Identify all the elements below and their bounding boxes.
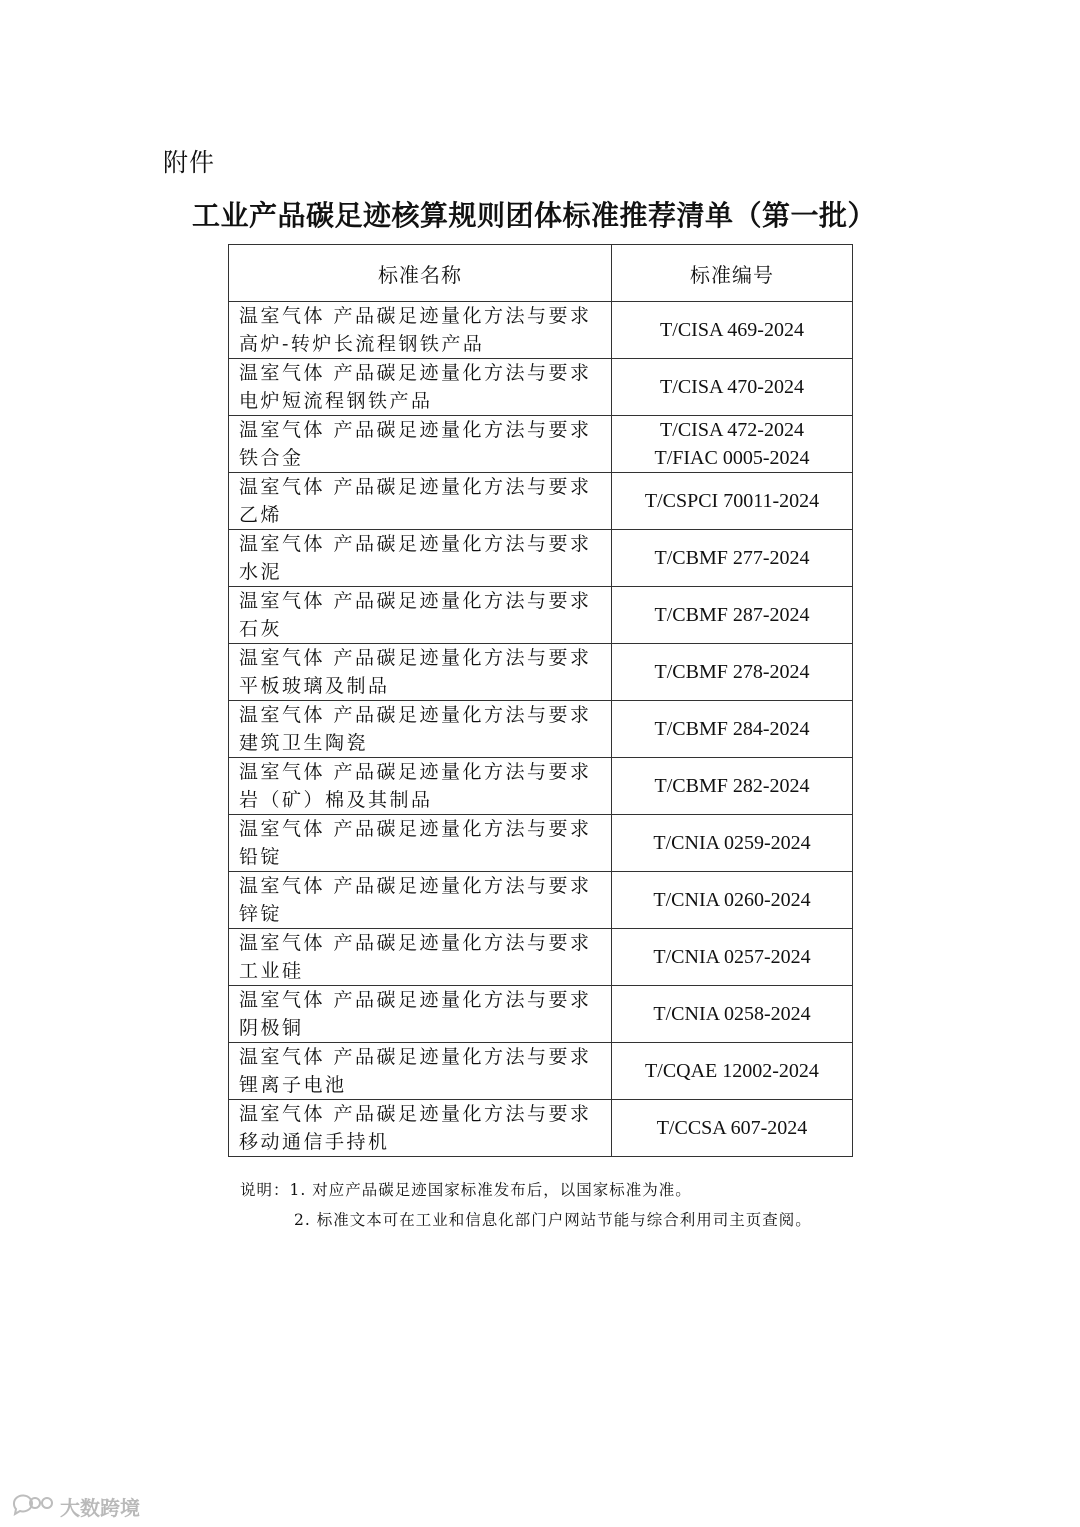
standard-name-line: 温室气体 产品碳足迹量化方法与要求 (239, 533, 592, 555)
standard-code-cell (612, 359, 853, 416)
standard-code: T/CNIA 0257-2024 (653, 946, 811, 968)
standard-code: T/CNIA 0258-2024 (653, 1003, 811, 1025)
standard-code-cell (612, 1043, 853, 1100)
standard-code-cell (612, 758, 853, 815)
standard-name-line: 建筑卫生陶瓷 (239, 732, 369, 754)
standard-name-line: 石灰 (239, 618, 283, 640)
note-text-2: 2. 标准文本可在工业和信息化部门户网站节能与综合利用司主页查阅。 (294, 1211, 812, 1229)
standard-code: T/CNIA 0259-2024 (653, 832, 811, 854)
standard-code-cell (612, 530, 853, 587)
standard-code-cell (612, 815, 853, 872)
standard-name-line: 移动通信手持机 (239, 1131, 390, 1153)
note-item-2 (240, 1205, 812, 1235)
standard-name-line: 温室气体 产品碳足迹量化方法与要求 (239, 761, 592, 783)
standard-code-cell (612, 302, 853, 359)
standard-name-cell (229, 359, 612, 416)
standard-code: T/CISA 472-2024 (660, 419, 804, 441)
standard-name-line: 温室气体 产品碳足迹量化方法与要求 (239, 590, 592, 612)
standard-name-line: 岩（矿）棉及其制品 (239, 789, 433, 811)
table-row (229, 758, 853, 815)
standard-code-cell (612, 416, 853, 473)
table-row (229, 1100, 853, 1157)
standard-name-line: 温室气体 产品碳足迹量化方法与要求 (239, 419, 592, 441)
column-header-name: 标准名称 (229, 245, 612, 302)
standard-code: T/CNIA 0260-2024 (653, 889, 811, 911)
attachment-label: 附件 (163, 148, 216, 177)
note-item-1 (240, 1175, 812, 1205)
standard-name-cell (229, 530, 612, 587)
table-row (229, 929, 853, 986)
standard-code: T/CISA 470-2024 (660, 376, 804, 398)
table-row (229, 530, 853, 587)
standard-code: T/CCSA 607-2024 (656, 1117, 808, 1139)
standard-name-line: 温室气体 产品碳足迹量化方法与要求 (239, 1103, 592, 1125)
standard-name-line: 电炉短流程钢铁产品 (239, 390, 433, 412)
standard-name-line: 温室气体 产品碳足迹量化方法与要求 (239, 305, 592, 327)
standard-code-cell (612, 701, 853, 758)
table-header-row (229, 245, 853, 302)
standard-name-cell (229, 758, 612, 815)
standard-code-cell (612, 644, 853, 701)
standard-code: T/CBMF 278-2024 (654, 661, 810, 683)
standard-name-line: 温室气体 产品碳足迹量化方法与要求 (239, 1046, 592, 1068)
note-text-1: 1. 对应产品碳足迹国家标准发布后，以国家标准为准。 (289, 1181, 692, 1199)
table-body (229, 302, 853, 1157)
standard-name-line: 温室气体 产品碳足迹量化方法与要求 (239, 647, 592, 669)
standard-name-line: 温室气体 产品碳足迹量化方法与要求 (239, 362, 592, 384)
standard-name-cell (229, 473, 612, 530)
standard-name-line: 温室气体 产品碳足迹量化方法与要求 (239, 932, 592, 954)
standard-name-line: 温室气体 产品碳足迹量化方法与要求 (239, 875, 592, 897)
standard-name-cell (229, 1043, 612, 1100)
document-title: 工业产品碳足迹核算规则团体标准推荐清单（第一批） (192, 199, 877, 232)
standard-name-cell (229, 872, 612, 929)
standard-name-line: 乙烯 (239, 504, 283, 526)
table-row (229, 416, 853, 473)
standard-code-cell (612, 986, 853, 1043)
standard-name-cell (229, 701, 612, 758)
standard-name-cell (229, 986, 612, 1043)
standard-code: T/CSPCI 70011-2024 (644, 490, 820, 512)
table-row (229, 359, 853, 416)
standard-name-line: 温室气体 产品碳足迹量化方法与要求 (239, 989, 592, 1011)
standard-name-line: 水泥 (239, 561, 283, 583)
standard-name-cell (229, 644, 612, 701)
table-row (229, 815, 853, 872)
standard-code-cell (612, 587, 853, 644)
notes (240, 1175, 812, 1235)
table-row (229, 587, 853, 644)
standard-code-cell (612, 1100, 853, 1157)
standards-table (228, 244, 853, 1157)
speech-bubble-logo-icon (10, 1492, 56, 1521)
standard-name-cell (229, 1100, 612, 1157)
standard-name-cell (229, 815, 612, 872)
watermark-text: 大数跨境 (60, 1496, 140, 1520)
standard-code: T/CQAE 12002-2024 (645, 1060, 819, 1082)
standard-name-cell (229, 416, 612, 473)
standard-name-line: 温室气体 产品碳足迹量化方法与要求 (239, 476, 592, 498)
table-row (229, 872, 853, 929)
standard-name-line: 锌锭 (239, 903, 283, 925)
standard-name-line: 平板玻璃及制品 (239, 675, 390, 697)
table-row (229, 644, 853, 701)
standard-name-line: 铁合金 (239, 447, 304, 469)
standard-code-cell (612, 473, 853, 530)
standard-name-line: 铅锭 (239, 846, 283, 868)
standard-name-line: 锂离子电池 (239, 1074, 347, 1096)
table-row (229, 986, 853, 1043)
standard-code-cell (612, 872, 853, 929)
standard-code: T/FIAC 0005-2024 (654, 447, 810, 469)
standard-name-line: 温室气体 产品碳足迹量化方法与要求 (239, 818, 592, 840)
watermark (10, 1492, 140, 1521)
standard-name-line: 温室气体 产品碳足迹量化方法与要求 (239, 704, 592, 726)
column-header-code: 标准编号 (612, 245, 853, 302)
standard-code: T/CBMF 282-2024 (654, 775, 810, 797)
table-row (229, 701, 853, 758)
standard-name-line: 工业硅 (239, 960, 304, 982)
standard-code-cell (612, 929, 853, 986)
standard-name-line: 高炉-转炉长流程钢铁产品 (239, 333, 485, 355)
table-row (229, 473, 853, 530)
standard-name-cell (229, 929, 612, 986)
standard-code: T/CBMF 287-2024 (654, 604, 810, 626)
table-row (229, 1043, 853, 1100)
standard-name-cell (229, 302, 612, 359)
standard-name-cell (229, 587, 612, 644)
notes-label: 说明： (240, 1181, 290, 1199)
standard-code: T/CISA 469-2024 (660, 319, 804, 341)
table-row (229, 302, 853, 359)
standard-code: T/CBMF 284-2024 (654, 718, 810, 740)
standard-name-line: 阴极铜 (239, 1017, 304, 1039)
standard-code: T/CBMF 277-2024 (654, 547, 810, 569)
